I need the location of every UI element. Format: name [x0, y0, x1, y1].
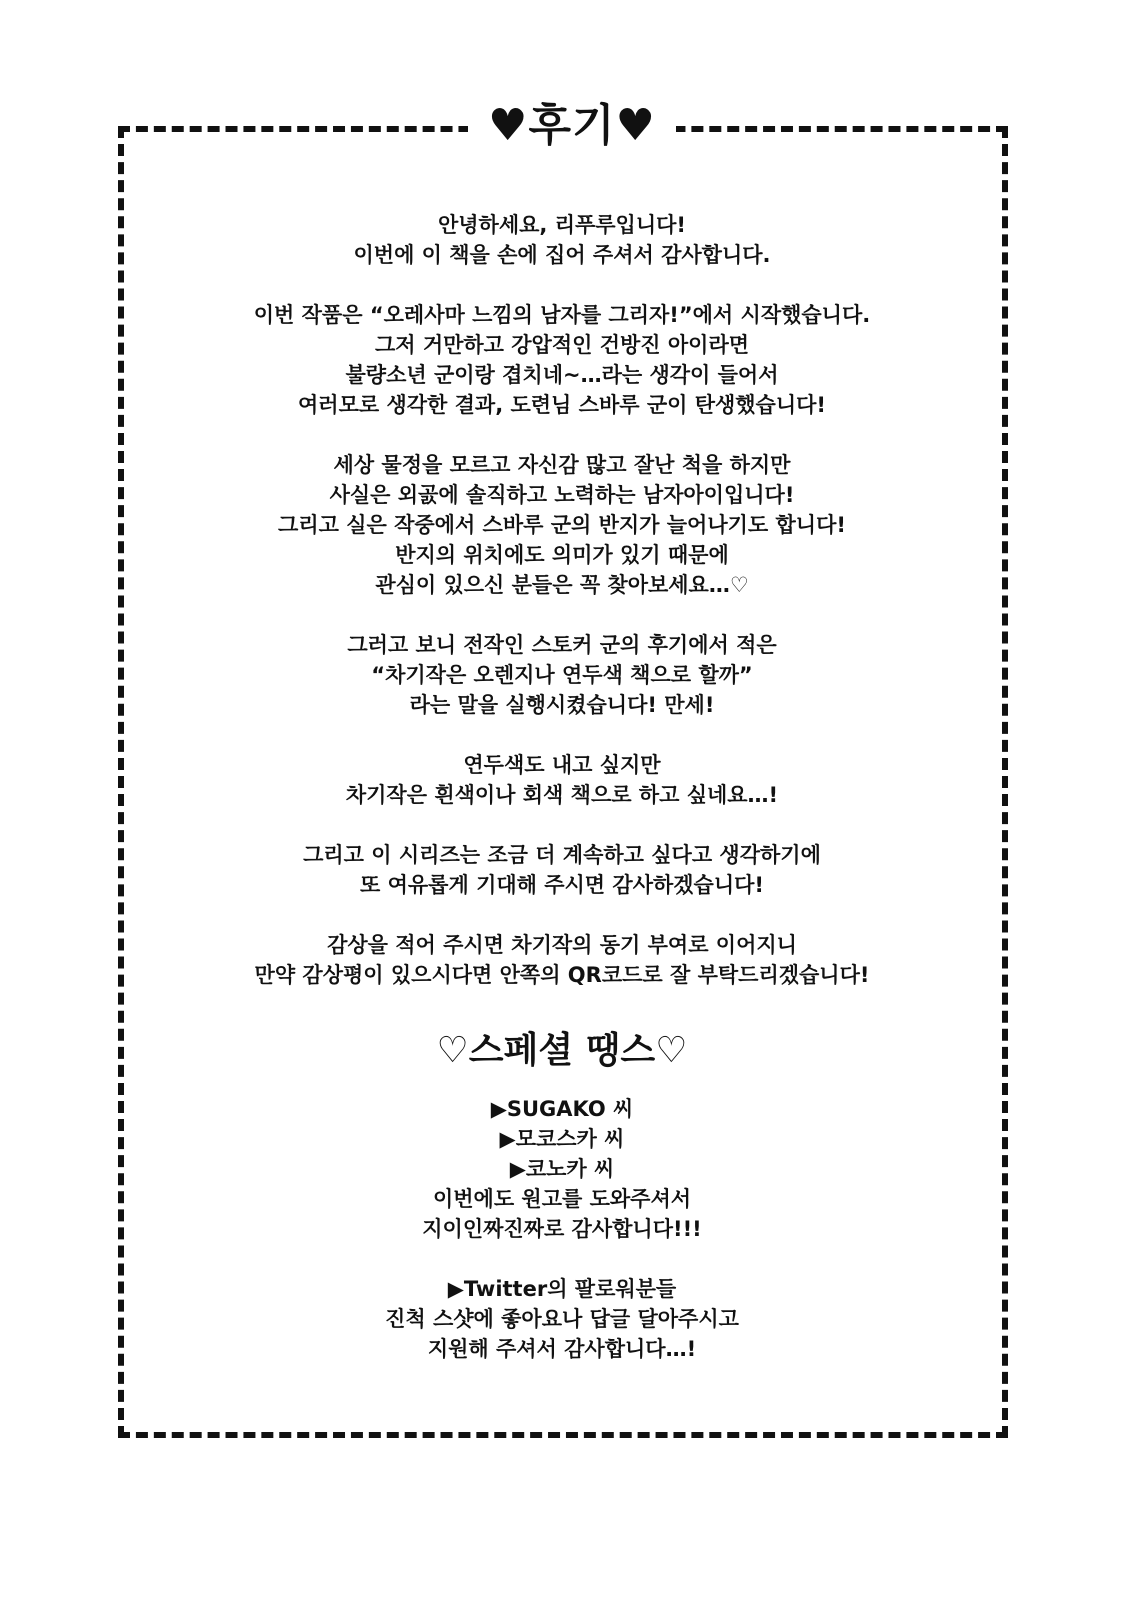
paragraph [120, 1094, 1004, 1244]
text-line: 이번에 이 책을 손에 집어 주셔서 감사합니다. [353, 243, 771, 267]
text-line: 그저 거만하고 강압적인 건방진 아이라면 [374, 333, 750, 357]
text-line: 지이인짜진짜로 감사합니다!!! [422, 1217, 702, 1241]
text-line: 관심이 있으신 분들은 꼭 찾아보세요…♡ [375, 573, 749, 597]
paragraph [120, 630, 1004, 720]
paragraph [120, 300, 1004, 420]
text-line: 만약 감상평이 있으시다면 안쪽의 QR코드로 잘 부탁드리겠습니다! [254, 963, 870, 987]
text-line: 안녕하세요, 리푸루입니다! [437, 213, 686, 237]
paragraph [120, 930, 1004, 990]
text-line: 지원해 주셔서 감사합니다…! [427, 1337, 697, 1361]
paragraph [120, 450, 1004, 600]
paragraph-gap [120, 720, 1004, 750]
text-line: ▶SUGAKO 씨 [490, 1097, 634, 1121]
text-line: 진척 스샷에 좋아요나 답글 달아주시고 [385, 1307, 739, 1331]
paragraph [120, 840, 1004, 900]
text-line: ▶코노카 씨 [509, 1157, 615, 1181]
paragraph-gap [120, 900, 1004, 930]
paragraph-gap [120, 1244, 1004, 1274]
text-line: 라는 말을 실행시켰습니다! 만세! [409, 693, 715, 717]
paragraph [120, 750, 1004, 810]
text-line: 감상을 적어 주시면 차기작의 동기 부여로 이어지니 [327, 933, 797, 957]
paragraph-gap [120, 600, 1004, 630]
text-line: 세상 물정을 모르고 자신감 많고 잘난 척을 하지만 [333, 453, 791, 477]
title-container [0, 96, 1144, 156]
text-line: 불량소년 군이랑 겹치네~…라는 생각이 들어서 [345, 363, 779, 387]
afterword-paragraphs [120, 210, 1004, 990]
text-line: 이번 작품은 “오레사마 느낌의 남자를 그리자!”에서 시작했습니다. [253, 303, 871, 327]
paragraph-gap [120, 810, 1004, 840]
text-line: 차기작은 흰색이나 회색 책으로 하고 싶네요…! [345, 783, 779, 807]
text-line: ▶모코스카 씨 [499, 1127, 625, 1151]
text-line: 그리고 실은 작중에서 스바루 군의 반지가 늘어나기도 합니다! [278, 513, 846, 537]
text-line: 사실은 외곬에 솔직하고 노력하는 남자아이입니다! [329, 483, 795, 507]
paragraph-gap [120, 270, 1004, 300]
text-line: 반지의 위치에도 의미가 있기 때문에 [395, 543, 729, 567]
special-thanks-title: ♡스페셜 땡스♡ [436, 1030, 688, 1071]
text-line: “차기작은 오렌지나 연두색 책으로 할까” [371, 663, 753, 687]
text-line: 또 여유롭게 기대해 주시면 감사하겠습니다! [360, 873, 764, 897]
text-line: 이번에도 원고를 도와주셔서 [432, 1187, 692, 1211]
text-line: 그러고 보니 전작인 스토커 군의 후기에서 적은 [347, 633, 777, 657]
text-line: 연두색도 내고 싶지만 [463, 753, 661, 777]
paragraph [120, 210, 1004, 270]
text-line: ▶Twitter의 팔로워분들 [447, 1277, 677, 1301]
text-line: 그리고 이 시리즈는 조금 더 계속하고 싶다고 생각하기에 [303, 843, 821, 867]
paragraph [120, 1274, 1004, 1364]
special-thanks-list [120, 1094, 1004, 1364]
paragraph-gap [120, 420, 1004, 450]
page-title: ♥후기♥ [468, 96, 676, 156]
text-line: 여러모로 생각한 결과, 도련님 스바루 군이 탄생했습니다! [298, 393, 826, 417]
afterword-body [120, 210, 1004, 1364]
